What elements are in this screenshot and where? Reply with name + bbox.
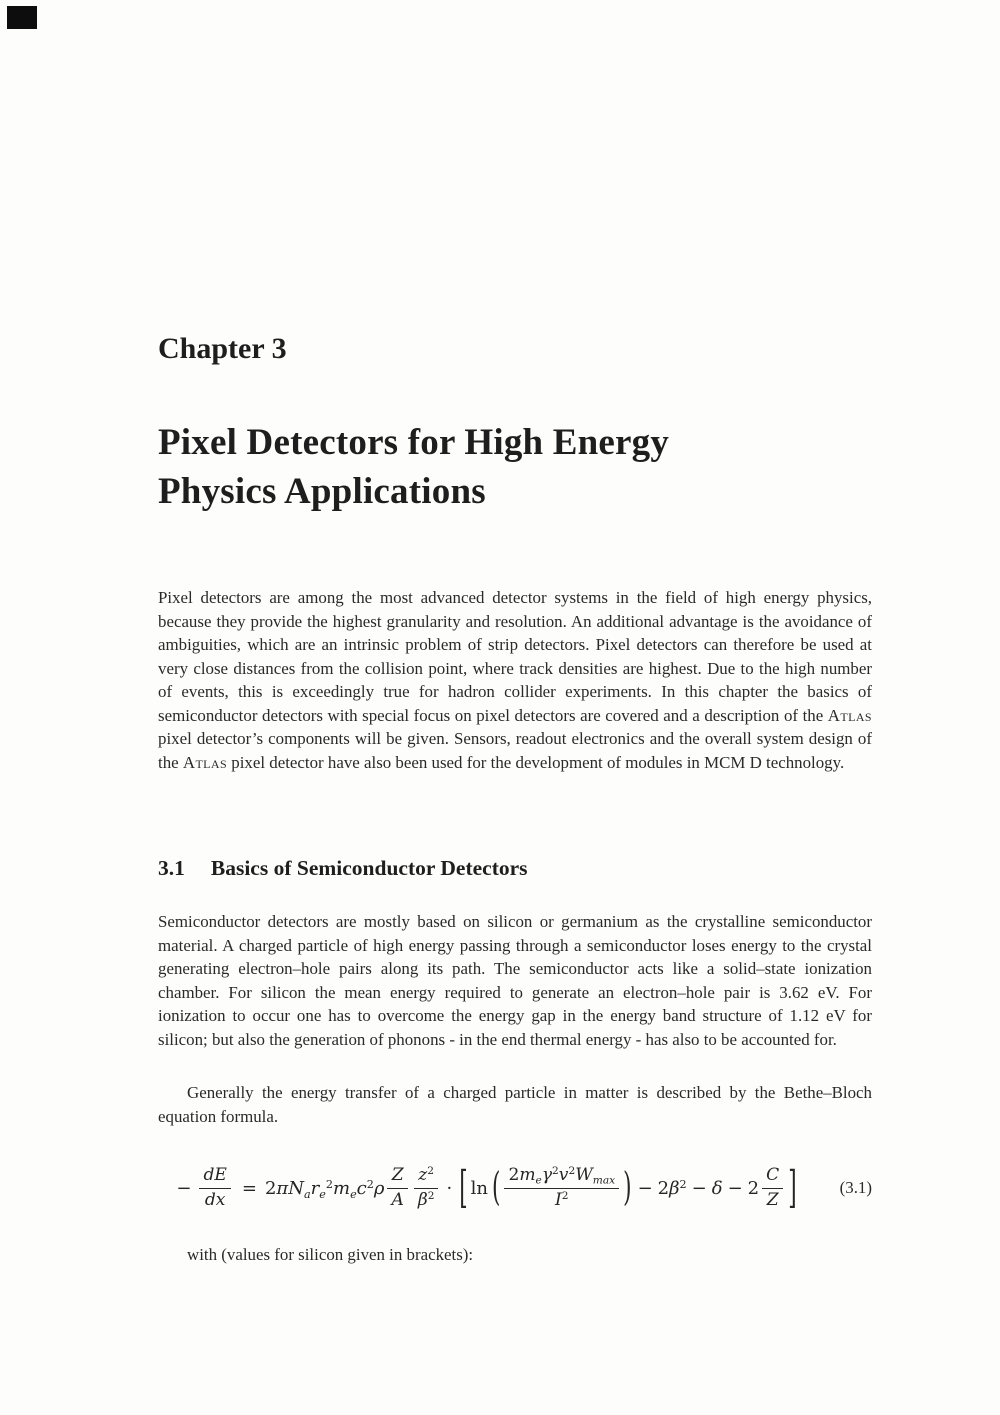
right-bracket: ] — [788, 1162, 797, 1214]
math-token: A — [391, 1189, 404, 1210]
delta-term: δ — [711, 1177, 723, 1199]
math-token: m — [519, 1164, 536, 1185]
math-token: e — [535, 1174, 542, 1187]
intro-paragraph — [158, 586, 872, 774]
math-token: 2 — [264, 1177, 277, 1199]
minus-sign: − — [637, 1177, 653, 1199]
fraction-Z-A — [387, 1166, 407, 1210]
math-token: dE — [199, 1166, 230, 1189]
section-number: 3.1 — [158, 856, 185, 880]
math-token: C — [762, 1166, 783, 1189]
fraction-z2-beta2 — [414, 1166, 439, 1210]
math-token: β — [417, 1189, 428, 1210]
ln-function: ln — [470, 1177, 488, 1199]
math-token: 2 — [427, 1165, 435, 1178]
title-line-1: Pixel Detectors for High Energy — [158, 422, 670, 463]
equation-content — [158, 1148, 872, 1228]
math-token: N — [288, 1177, 304, 1199]
coefficient-run — [265, 1178, 385, 1199]
document-title — [158, 418, 872, 516]
fraction-log-argument — [504, 1166, 619, 1210]
atlas-wordmark: Atlas — [827, 705, 872, 725]
cdot-operator: · — [446, 1177, 453, 1199]
math-token: c — [356, 1177, 367, 1199]
math-token: 2 — [747, 1177, 760, 1199]
math-token: 2 — [657, 1177, 670, 1199]
beta-squared-term — [658, 1178, 687, 1199]
math-token: π — [276, 1177, 289, 1199]
math-token: r — [310, 1177, 320, 1199]
math-token: W — [575, 1164, 593, 1185]
section-paragraph: Semiconductor detectors are mostly based on silicon or germanium as the crystalline semiconductor material. A charged particle of high energy passing through a semiconductor loses energy to the crystal generating electron–hole pairs along its path. The semiconductor acts like a solid–state ionization chamber. For silicon the mean energy required to generate an electron–hole pair is 3.62 eV. For ionization to occur one has to overcome the energy gap in the energy band structure of 1.12 eV for silicon; but also the generation of phonons - in the end thermal energy - has also to be accounted for. — [158, 912, 872, 1049]
math-token — [504, 1166, 619, 1189]
generally-paragraph: Generally the energy transfer of a charged particle in matter is described by the Bethe–Bloch equation formula. — [158, 1083, 872, 1126]
intro-text-c: pixel detector have also been used for the development of modules in MCM D technology. — [227, 752, 845, 772]
fraction-C-Z — [762, 1166, 783, 1210]
math-token: 2 — [508, 1164, 520, 1185]
math-token: m — [332, 1177, 351, 1199]
intro-text-b: pixel detector’s components will be given. Sensors, readout electronics and the overall system design of the — [158, 729, 872, 772]
math-token — [414, 1166, 439, 1189]
scan-artifact — [7, 6, 37, 29]
equation-number: (3.1) — [839, 1178, 872, 1197]
math-token: a — [304, 1187, 311, 1201]
left-bracket: [ — [459, 1162, 468, 1214]
math-token: I — [555, 1189, 562, 1210]
math-token: 2 — [679, 1177, 687, 1191]
section-heading — [158, 856, 872, 881]
math-token — [414, 1189, 439, 1211]
chapter-label: Chapter 3 — [158, 332, 287, 365]
math-token: 2 — [568, 1165, 576, 1178]
right-paren: ) — [623, 1165, 632, 1211]
math-token: z — [418, 1164, 428, 1185]
minus-sign: − — [691, 1177, 707, 1199]
math-token: β — [669, 1177, 680, 1199]
left-paren: ( — [492, 1165, 501, 1211]
values-intro-line: with (values for silicon given in brackets): — [187, 1245, 474, 1264]
math-token: max — [592, 1174, 616, 1187]
intro-text-a: Pixel detectors are among the most advanced detector systems in the field of high energy physics, because they provide the highest granularity and resolution. An additional advantage is the avoidance of ambiguities, which are an intrinsic problem of strip detectors. Pixel detectors can therefore be used at very close distances from the collision point, where track densities are highest. Due to the high number of events, this is exceedingly true for hadron collider experiments. In this chapter the basics of semiconductor detectors with special focus on pixel detectors are covered and a description of the — [158, 588, 872, 725]
equals-sign: = — [241, 1177, 257, 1199]
math-token: Z — [387, 1166, 407, 1189]
minus-sign: − — [727, 1177, 743, 1199]
math-token: 2 — [561, 1189, 569, 1202]
section-title: Basics of Semiconductor Detectors — [210, 856, 528, 880]
math-token: 2 — [552, 1165, 559, 1178]
fraction-dE-dx — [199, 1166, 230, 1210]
math-token: 2 — [427, 1189, 435, 1202]
math-token: e — [319, 1187, 326, 1201]
math-token: v — [558, 1164, 569, 1185]
page-content — [158, 0, 872, 1415]
math-token: dx — [204, 1189, 226, 1210]
bethe-bloch-equation — [158, 1148, 872, 1228]
title-line-2: Physics Applications — [158, 471, 486, 512]
math-token: e — [350, 1187, 357, 1201]
atlas-wordmark: Atlas — [182, 752, 228, 772]
math-token: Z — [766, 1189, 779, 1210]
math-token: γ — [541, 1164, 553, 1185]
math-token: ρ — [373, 1177, 385, 1199]
math-token: 2 — [325, 1177, 333, 1191]
minus-sign: − — [176, 1177, 192, 1199]
math-token: 2 — [366, 1177, 374, 1191]
math-token — [504, 1189, 619, 1211]
